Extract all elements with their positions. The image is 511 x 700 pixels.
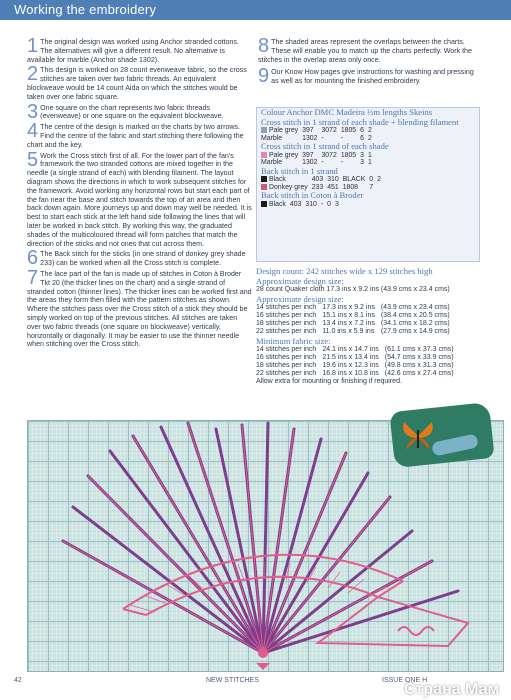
step-text: Our Know How pages give instructions for washing and pressing as well as for mounting the finished embroidery. xyxy=(271,68,474,86)
thread-name: Marble xyxy=(261,159,283,166)
dmc-code: 310 xyxy=(305,200,317,208)
size-row: 16 stitches per inch 15.1 ins x 8.1 ins (38.4 cms x 20.5 cms) xyxy=(256,312,450,319)
skeins xyxy=(377,184,385,192)
step-number: 7 xyxy=(27,266,39,289)
lengths: 6 xyxy=(360,134,364,142)
lace-scroll xyxy=(398,627,434,635)
step-text: The centre of the design is marked on the charts by two arrows. Find the centre of the fabric and start stitching there following the chart and the key. xyxy=(27,123,244,149)
step-5 xyxy=(27,148,252,249)
size-row: 18 stitches per inch 19.6 ins x 12.3 ins (49.8 cms x 31.3 cms) xyxy=(256,362,454,369)
step-3 xyxy=(27,100,252,123)
step-6 xyxy=(27,247,252,270)
anchor-code: 403 xyxy=(311,176,324,183)
dmc-code: 3072 xyxy=(321,151,337,159)
fan-rib xyxy=(216,429,263,653)
thread-name: Pale grey xyxy=(261,152,302,160)
lengths: 0 xyxy=(327,200,331,208)
step-number: 1 xyxy=(27,35,39,57)
size-row: 18 stitches per inch 13.4 ins x 7.2 ins (34.1 cms x 18.2 cms) xyxy=(256,320,450,327)
lengths: 3 xyxy=(360,151,364,159)
approx-design-size-title: Approximate design size: xyxy=(256,294,344,304)
step-number: 5 xyxy=(27,148,39,171)
approx-size-table xyxy=(256,304,456,336)
madeira-code: 1805 xyxy=(340,127,357,134)
skeins: 3 xyxy=(335,200,339,208)
anchor-code: 403 xyxy=(289,200,302,208)
page-number: 42 xyxy=(14,677,22,684)
size-row: 22 stitches per inch 16.8 ins x 10.8 ins (42.6 cms x 27.4 cms) xyxy=(256,370,454,377)
centre-arrow-icon xyxy=(256,663,270,670)
thread-swatch xyxy=(261,127,267,133)
lengths: 7 xyxy=(369,183,374,191)
key-section-title: Cross stitch in 1 strand of each shade xyxy=(261,141,389,151)
skeins: 1 xyxy=(368,159,372,166)
dmc-code: 451 xyxy=(327,183,339,191)
fan-rib xyxy=(263,439,321,653)
page-title: Working the embroidery xyxy=(14,2,157,17)
skeins: 1 xyxy=(368,151,372,159)
step-number: 4 xyxy=(27,120,39,143)
key-section-title: Back stitch in 1 strand xyxy=(261,165,338,176)
finishing-note: Allow extra for mounting or finishing if required. xyxy=(256,378,402,385)
step-number: 6 xyxy=(27,247,39,270)
madeira-code: - xyxy=(340,134,344,142)
skeins: 2 xyxy=(368,134,372,142)
anchor-code: 1302 xyxy=(302,134,318,142)
dmc-code: - xyxy=(321,134,324,142)
anchor-code: 1302 xyxy=(302,159,318,166)
instruction-steps-right xyxy=(258,35,478,88)
key-table xyxy=(261,152,376,167)
dmc-code: 3072 xyxy=(321,127,337,134)
key-row xyxy=(261,201,343,209)
lengths: 6 xyxy=(360,127,364,134)
approx-design-size-title: Approximate design size: xyxy=(256,276,344,286)
thread-swatch xyxy=(261,152,267,158)
instruction-steps-column xyxy=(27,35,252,351)
fan-rib xyxy=(263,531,412,653)
key-table xyxy=(261,176,385,191)
minimum-size-table xyxy=(256,346,460,378)
thread-swatch xyxy=(261,201,267,207)
thread-swatch xyxy=(261,184,267,190)
thread-name: Pale grey xyxy=(261,127,302,135)
step-text: Work the Cross stitch first of all. For the lower part of the fan's framework the two stranded cottons are mixed together in the needle (a single strand of each) with blending filament. The layout diagram shows the directions in which to work subsequent stitches for the framework. Avoid working any horizontal rows but start each part of the fan near the base and stitch towards the top of an area and then back down again. More journeys up and down may well be needed. It is best to start each stick at the left hand side following the lines that will later be worked in back stitch. By working this way, the graduated shades of the multicoloured thread will form patches that match the direction of the sticks and not ones that cut across them. xyxy=(27,151,252,248)
minimum-fabric-size-title: Minimum fabric size: xyxy=(256,336,331,346)
anchor-code: 397 xyxy=(302,127,314,134)
thread-swatch xyxy=(261,176,267,182)
anchor-code: 233 xyxy=(311,183,324,191)
step-text: The Back stitch for the sticks (in one strand of donkey grey shade 233) can be worked when all the Cross stitch is complete. xyxy=(40,250,246,268)
key-row xyxy=(261,152,376,160)
step-1 xyxy=(27,35,252,64)
step-number: 2 xyxy=(27,63,39,86)
step-text: This design is worked on 28 count evenweave fabric, so the cross stitches are taken over two fabric threads. An equivalent blockweave would be 14 count Aida on which the stitches would be taken over one fabric square. xyxy=(27,66,247,101)
key-section-title: Cross stitch in 1 strand of each shade + blending filament xyxy=(261,116,459,127)
step-number: 8 xyxy=(258,35,270,57)
size-row: 14 stitches per inch 24.1 ins x 14.7 ins (61.1 cms x 37.3 cms) xyxy=(256,346,454,353)
approx-design-size: 28 count Quaker cloth 17.3 ins x 9.2 ins (43.9 cms x 23.4 cms) xyxy=(256,286,450,293)
watermark-text: Страна Мам xyxy=(404,681,500,698)
skeins: 2 xyxy=(368,127,372,134)
design-count: Design count: 242 stitches wide x 129 stitches high xyxy=(256,266,433,276)
design-stats xyxy=(256,266,478,386)
step-text: The original design was worked using Anchor stranded cottons. The alternatives will give a different result. No alternative is available for marble (Anchor shade 1302). xyxy=(27,38,239,64)
footer-title: NEW STITCHES xyxy=(206,677,259,684)
step-2 xyxy=(27,63,252,101)
madeira-code: - xyxy=(340,159,344,166)
dmc-code: 310 xyxy=(327,176,339,183)
butterfly-icon xyxy=(398,416,438,456)
key-row xyxy=(261,127,376,135)
madeira-code: BLACK xyxy=(342,176,366,183)
key-row xyxy=(261,176,385,184)
anchor-code: 397 xyxy=(302,151,314,159)
step-text: The lace part of the fan is made up of stitches in Coton à Broder Tkt 20 (the thicker lines on the chart) and a single strand of stranded cotton (thinner lines). The thicker lines can be worked first and the areas they form then filled with the pattern stitches as shown. Where the stitches pass over the Cross stitch of a stick they should be simply worked on top of the previous stitches. All stitches are taken over two fabric threads (one square on blockweave) vertically, horizontally or diagonally. It may be easier to use the thinner needle when stitching over the Cross stitch. xyxy=(27,269,252,349)
step-9 xyxy=(258,65,478,88)
madeira-code: 1805 xyxy=(340,151,357,159)
madeira-code: - xyxy=(320,200,324,208)
skeins: 2 xyxy=(377,176,381,183)
size-row: 14 stitches per inch 17.3 ins x 9.2 ins (43.9 cms x 23.4 cms) xyxy=(256,304,450,311)
thread-name: Black xyxy=(261,176,312,184)
step-text: The shaded areas represent the overlaps between the charts. These will enable you to match up the charts perfectly. Work the stitches in the overlap areas only once. xyxy=(258,38,472,64)
key-header: Colour Anchor DMC Madeira ⅓m lengths Skeins xyxy=(261,107,433,117)
size-row: 22 stitches per inch 11.0 ins x 5.9 ins (27.9 cms x 14.9 cms) xyxy=(256,328,450,335)
step-8 xyxy=(258,35,478,64)
thread-name: Donkey grey xyxy=(261,184,312,192)
lengths: 3 xyxy=(360,159,364,166)
thread-name: Marble xyxy=(261,134,283,142)
step-4 xyxy=(27,120,252,149)
lengths: 0 xyxy=(369,176,374,183)
thread-name: Black xyxy=(261,201,290,209)
key-table xyxy=(261,201,343,209)
key-table xyxy=(261,127,376,142)
step-number: 3 xyxy=(27,100,39,123)
key-section-title: Back stitch in Coton à Broder xyxy=(261,190,364,200)
step-text: One square on the chart represents two fabric threads (evenweave) or one square on the equivalent blockweave. xyxy=(40,103,224,121)
thread-key-box xyxy=(256,107,480,262)
lace-guard xyxy=(318,597,468,646)
dmc-code: - xyxy=(321,159,324,166)
step-7 xyxy=(27,266,252,349)
madeira-code: 1808 xyxy=(342,183,359,191)
fan-pivot xyxy=(258,648,268,658)
size-row: 16 stitches per inch 21.5 ins x 13.4 ins (54.7 cms x 33.9 cms) xyxy=(256,354,454,361)
footer-issue: ISSUE ONE H xyxy=(382,677,428,684)
step-number: 9 xyxy=(258,65,270,88)
